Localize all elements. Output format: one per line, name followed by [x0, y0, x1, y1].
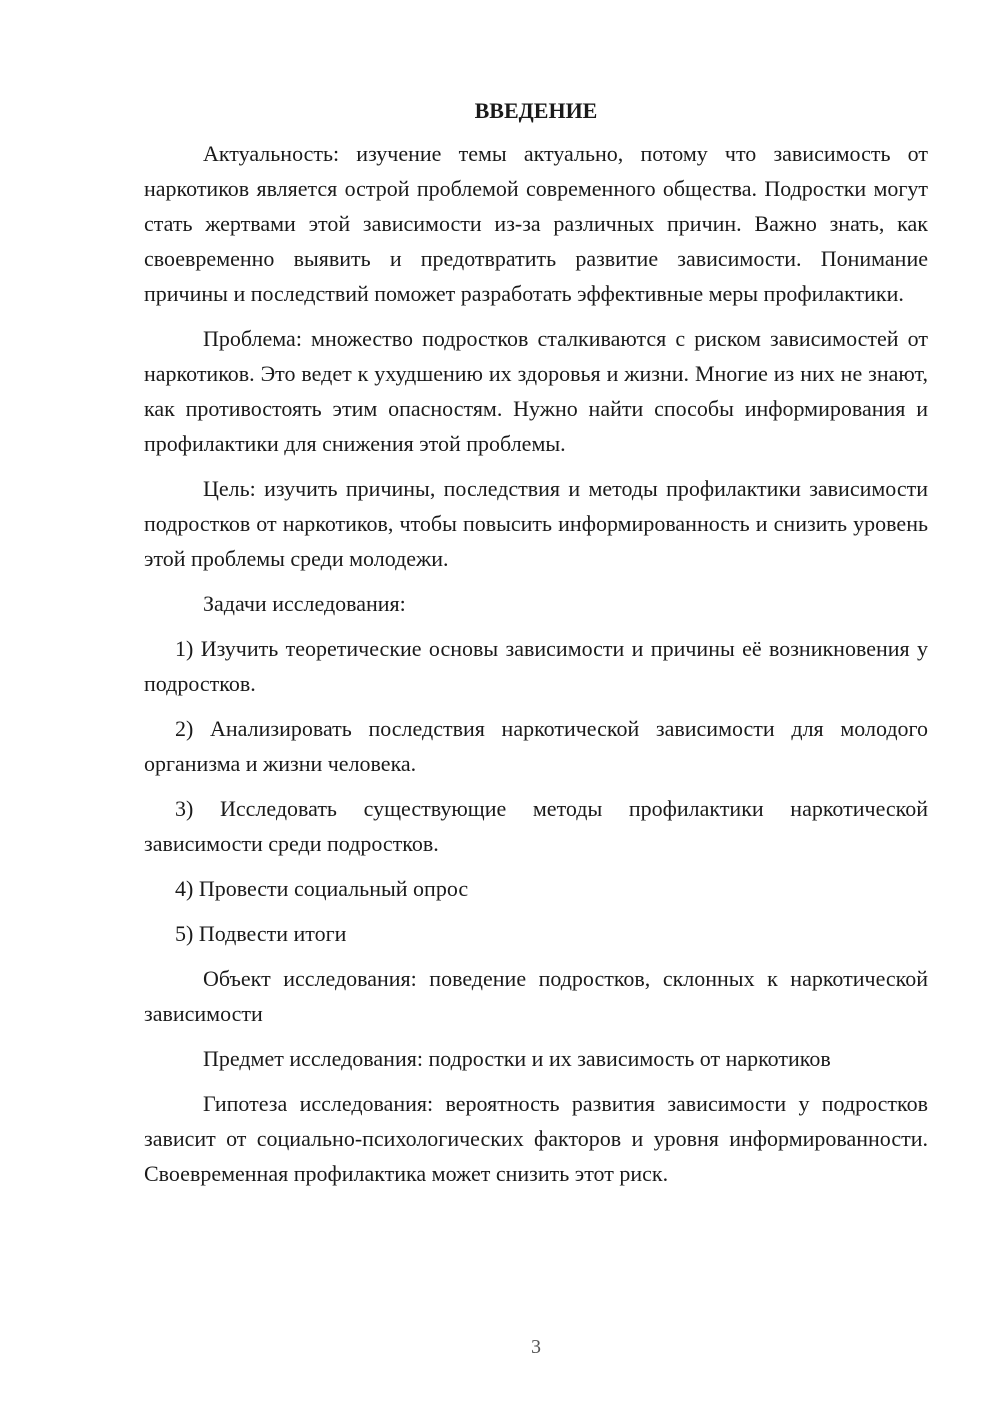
paragraph-object: Объект исследования: поведение подростков, склонных к наркотической зависимости — [144, 966, 928, 1026]
paragraph-relevance: Актуальность: изучение темы актуально, потому что зависимость от наркотиков является острой проблемой современного общества. Подростки могут стать жертвами этой зависимости из-за различных причин. Важно знать, как своевременно выявить и предотвратить развитие зависимости. Понимание причины и последствий поможет разработать эффективные меры профилактики. — [144, 141, 928, 306]
task-item-2: 2) Анализировать последствия наркотической зависимости для молодого организма и жизни человека. — [144, 716, 928, 776]
task-item-5: 5) Подвести итоги — [175, 921, 347, 946]
paragraph-goal: Цель: изучить причины, последствия и методы профилактики зависимости подростков от наркотиков, чтобы повысить информированность и снизить уровень этой проблемы среди молодежи. — [144, 476, 928, 571]
page-title: ВВЕДЕНИЕ — [474, 98, 598, 123]
tasks-label: Задачи исследования: — [203, 591, 406, 616]
paragraph-subject: Предмет исследования: подростки и их зависимость от наркотиков — [203, 1046, 831, 1071]
task-item-3: 3) Исследовать существующие методы профилактики наркотической зависимости среди подростков. — [144, 796, 928, 856]
document-body — [144, 93, 928, 1201]
paragraph-hypothesis: Гипотеза исследования: вероятность развития зависимости у подростков зависит от социально-психологических факторов и уровня информированности. Своевременная профилактика может снизить этот риск. — [144, 1091, 928, 1186]
page-number: 3 — [531, 1336, 541, 1358]
paragraph-problem: Проблема: множество подростков сталкиваются с риском зависимостей от наркотиков. Это ведет к ухудшению их здоровья и жизни. Многие из них не знают, как противостоять этим опасностям. Нужно найти способы информирования и профилактики для снижения этой проблемы. — [144, 326, 928, 456]
task-item-1: 1) Изучить теоретические основы зависимости и причины её возникновения у подростков. — [144, 636, 928, 696]
task-item-4: 4) Провести социальный опрос — [175, 876, 469, 901]
